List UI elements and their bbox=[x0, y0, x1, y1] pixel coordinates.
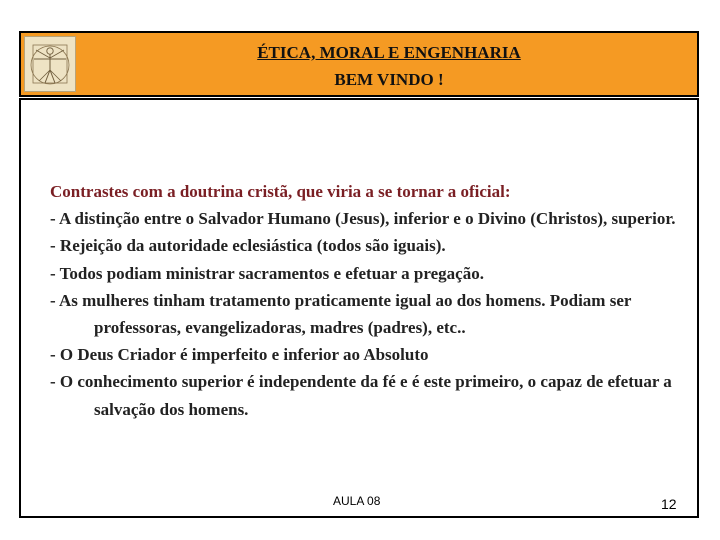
list-item: - O Deus Criador é imperfeito e inferior ao Absoluto bbox=[50, 345, 429, 365]
header-titles bbox=[81, 39, 697, 93]
page-title: ÉTICA, MORAL E ENGENHARIA bbox=[257, 43, 521, 62]
page-number: 12 bbox=[661, 496, 677, 512]
page-subtitle: BEM VINDO ! bbox=[334, 70, 444, 89]
content-frame bbox=[19, 98, 699, 518]
list-item: - Rejeição da autoridade eclesiástica (todos são iguais). bbox=[50, 236, 446, 256]
list-item: - A distinção entre o Salvador Humano (Jesus), inferior e o Divino (Christos), superior. bbox=[50, 209, 676, 229]
list-item: - O conhecimento superior é independente da fé e é este primeiro, o capaz de efetuar a salvação dos homens. bbox=[50, 372, 672, 419]
header-banner bbox=[19, 31, 699, 97]
footer-label: AULA 08 bbox=[333, 494, 381, 508]
list-item: - As mulheres tinham tratamento praticamente igual ao dos homens. Podiam ser professoras, evangelizadoras, madres (padres), etc.. bbox=[50, 290, 632, 338]
slide-content bbox=[50, 178, 690, 423]
content-heading: Contrastes com a doutrina cristã, que viria a se tornar a oficial: bbox=[50, 182, 511, 201]
list-item: - Todos podiam ministrar sacramentos e efetuar a pregação. bbox=[50, 263, 484, 283]
vitruvian-man-icon bbox=[24, 36, 76, 92]
